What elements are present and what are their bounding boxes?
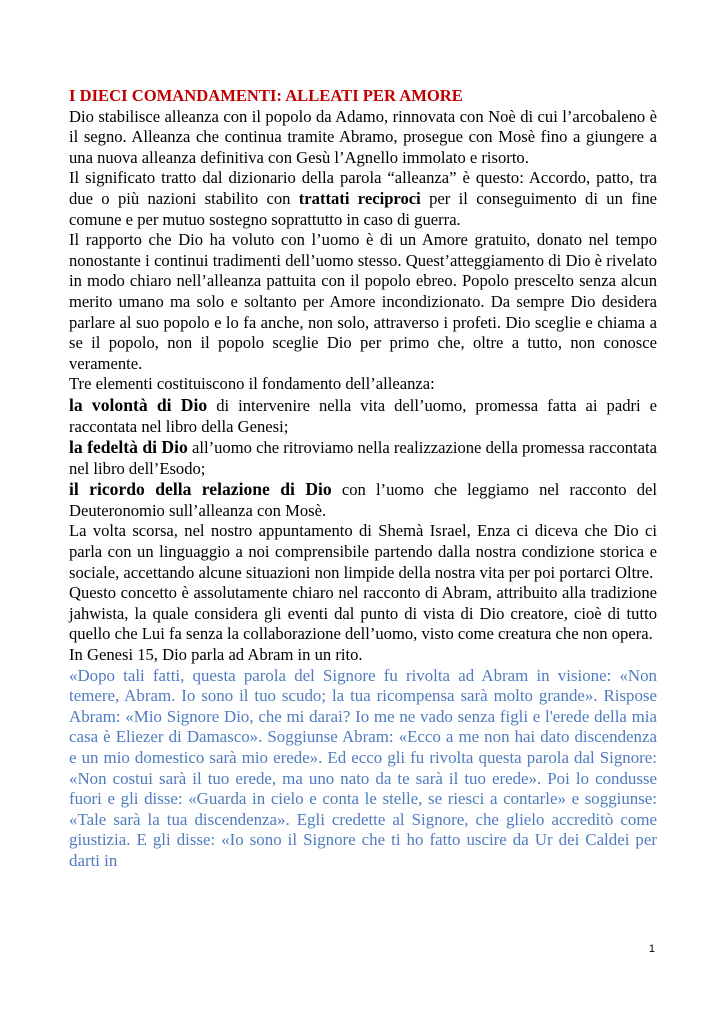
element-will-of-god xyxy=(69,395,657,437)
element-memory-text: con l’uomo che leggiamo nel racconto del Deuteronomio sull’alleanza con Mosè. xyxy=(69,480,658,520)
paragraph-genesis-15: In Genesi 15, Dio parla ad Abram in un rito. xyxy=(69,645,363,665)
element-faithfulness-text: all’uomo che ritroviamo nella realizzazione della promessa raccontata nel libro dell’Esodo; xyxy=(69,438,658,478)
genesis-quote: «Dopo tali fatti, questa parola del Signore fu rivolta ad Abram in visione: «Non temere, Abram. Io sono il tuo scudo; la tua ricompensa sarà molto grande». Rispose Abram: «Mio Signore Dio, che mi darai? Io me ne vado senza figli e l'erede della mia casa è Eliezer di Damasco». Soggiunse Abram: «Ecco a me non hai dato discendenza e un mio domestico sarà mio erede». Ed ecco gli fu rivolta questa parola dal Signore: «Non costui sarà il tuo erede, ma uno nato da te sarà il tuo erede». Poi lo condusse fuori e gli disse: «Guarda in cielo e conta le stelle, se riesci a contarle» e soggiunse: «Tale sarà la tua discendenza». Egli credette al Signore, che glielo accreditò come giustizia. E gli disse: «Io sono il Signore che ti ho fatto uscire da Ur dei Caldei per darti in xyxy=(69,665,657,870)
paragraph-abram-story: Questo concetto è assolutamente chiaro nel racconto di Abram, attribuito alla tradizione jahwista, la quale considera gli eventi dal punto di vista di Dio creatore, cioè di tutto quello che Lui fa senza la collaborazione dell’uomo, visto come creatura che non opera. xyxy=(69,583,657,644)
element-memory-title: il ricordo della relazione di Dio xyxy=(69,479,332,500)
paragraph-relationship: Il rapporto che Dio ha voluto con l’uomo è di un Amore gratuito, donato nel tempo nonostante i continui tradimenti dell’uomo stesso. Quest’atteggiamento di Dio è rivelato in modo chiaro nell’alleanza pattuita con il popolo ebreo. Popolo prescelto senza alcun merito umano ma solo e soltanto per Amore incondizionato. Da sempre Dio desidera parlare al suo popolo e lo fa anche, non solo, attraverso i profeti. Dio sceglie e chiama a se il popolo, non il popolo sceglie Dio per primo che, oltre a tutto, non conosce veramente. xyxy=(69,230,657,373)
paragraph-elements-intro: Tre elementi costituiscono il fondamento dell’alleanza: xyxy=(69,374,435,394)
element-will-title: la volontà di Dio xyxy=(69,394,208,415)
document-title: I DIECI COMANDAMENTI: ALLEATI PER AMORE xyxy=(69,86,463,105)
element-faithfulness-of-god xyxy=(69,437,657,479)
paragraph-shema-israel: La volta scorsa, nel nostro appuntamento di Shemà Israel, Enza ci diceva che Dio ci parla con un linguaggio a noi comprensibile partendo dalla nostra condizione storica e sociale, accettando alcune situazioni non limpide della nostra vita per poi portarci Oltre. xyxy=(69,521,657,582)
paragraph-definition xyxy=(69,168,657,230)
element-will-text: di intervenire nella vita dell’uomo, promessa fatta ai padri e raccontata nel libro della Genesi; xyxy=(69,395,657,436)
document-page xyxy=(69,86,657,872)
element-memory-of-relation xyxy=(69,479,657,521)
paragraph-intro: Dio stabilisce alleanza con il popolo da Adamo, rinnovata con Noè di cui l’arcobaleno è il segno. Alleanza che continua tramite Abramo, prosegue con Mosè fino a giungere a una nuova alleanza definitiva con Gesù l’Agnello immolato e risorto. xyxy=(69,106,657,167)
element-faithfulness-title: la fedeltà di Dio xyxy=(69,437,188,458)
definition-text-start: Il significato tratto dal dizionario della parola “alleanza” è questo: Accordo, patto, tra due o più nazioni stabilito con xyxy=(69,168,657,208)
definition-text-end: per il conseguimento di un fine comune e per mutuo sostegno soprattutto in caso di guerra. xyxy=(69,188,658,229)
definition-bold-term: trattati reciproci xyxy=(298,188,421,208)
page-number: 1 xyxy=(648,943,655,955)
